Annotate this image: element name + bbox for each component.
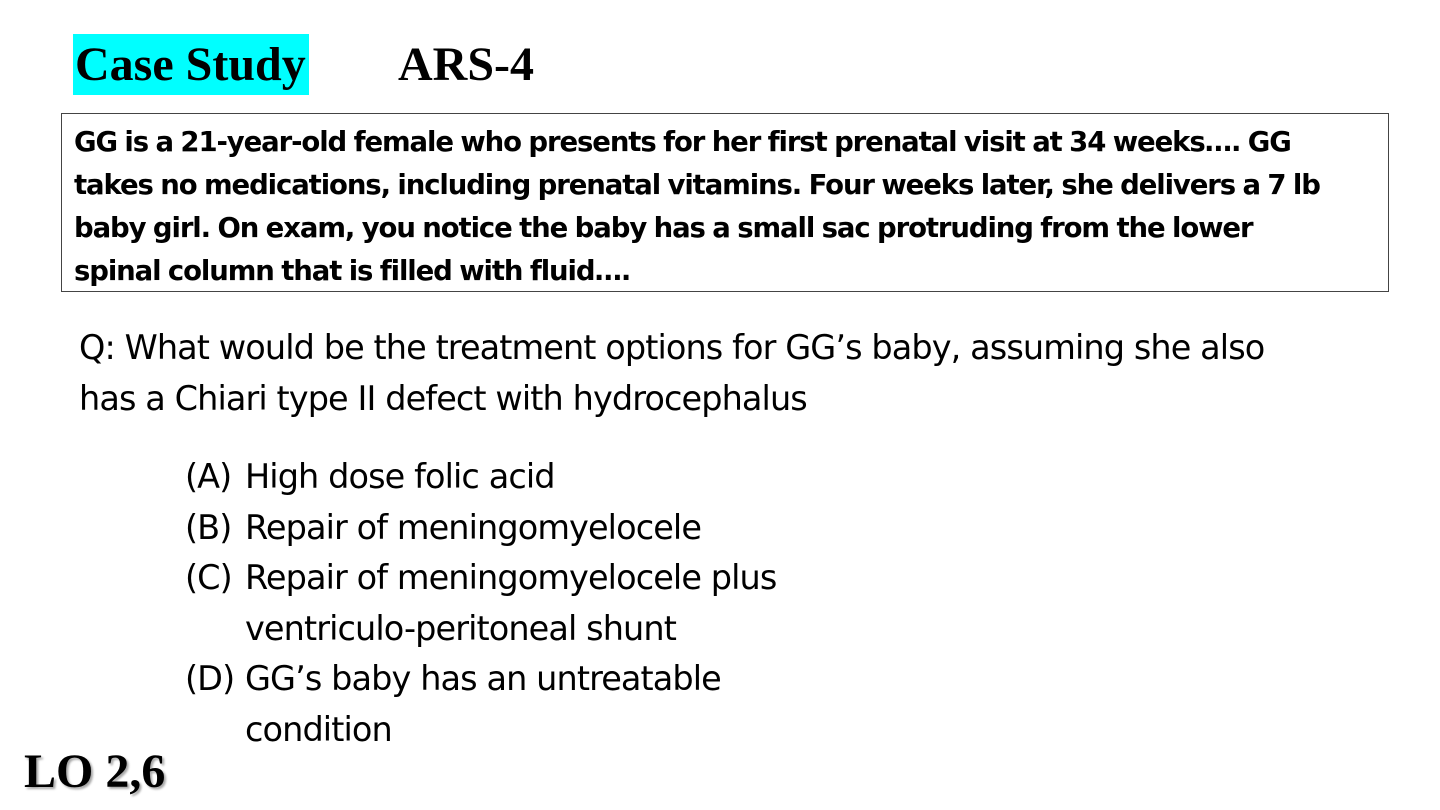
case-text-line: spinal column that is filled with fluid…. [74,255,631,287]
option-letter: (A) [185,457,232,496]
option-text [245,553,885,654]
option-text-line: Repair of meningomyelocele plus [245,558,777,597]
answer-options-list [185,452,885,755]
option-text-line: ventriculo-peritoneal shunt [245,608,676,648]
learning-objectives-label: LO 2,6 [24,745,166,798]
answer-option-d [185,654,885,755]
case-text-line: GG is a 21-year-old female who presents for her first prenatal visit at 34 weeks…. GG [74,126,1291,158]
case-description-box [61,113,1389,292]
option-text [245,654,885,755]
case-study-title: Case Study [73,34,309,95]
case-code-title: ARS-4 [398,38,535,91]
option-text [245,503,885,554]
answer-option-c [185,553,885,654]
option-text-line: GG’s baby has an untreatable [245,659,721,698]
question-text [79,322,1409,424]
option-letter: (D) [185,659,235,698]
option-letter: (C) [185,558,232,597]
case-text-line: takes no medications, including prenatal vitamins. Four weeks later, she delivers a 7 lb [74,169,1320,201]
option-text-line: Repair of meningomyelocele [245,507,702,547]
answer-option-b [185,503,885,554]
question-line: Q: What would be the treatment options for GG’s baby, assuming she also [79,328,1265,367]
option-letter: (B) [185,507,232,547]
answer-option-a [185,452,885,503]
question-line: has a Chiari type II defect with hydrocephalus [79,379,807,418]
option-text [245,452,885,503]
option-text-line: condition [245,709,392,749]
option-text-line: High dose folic acid [245,457,555,496]
case-text-line: baby girl. On exam, you notice the baby has a small sac protruding from the lower [74,212,1253,244]
